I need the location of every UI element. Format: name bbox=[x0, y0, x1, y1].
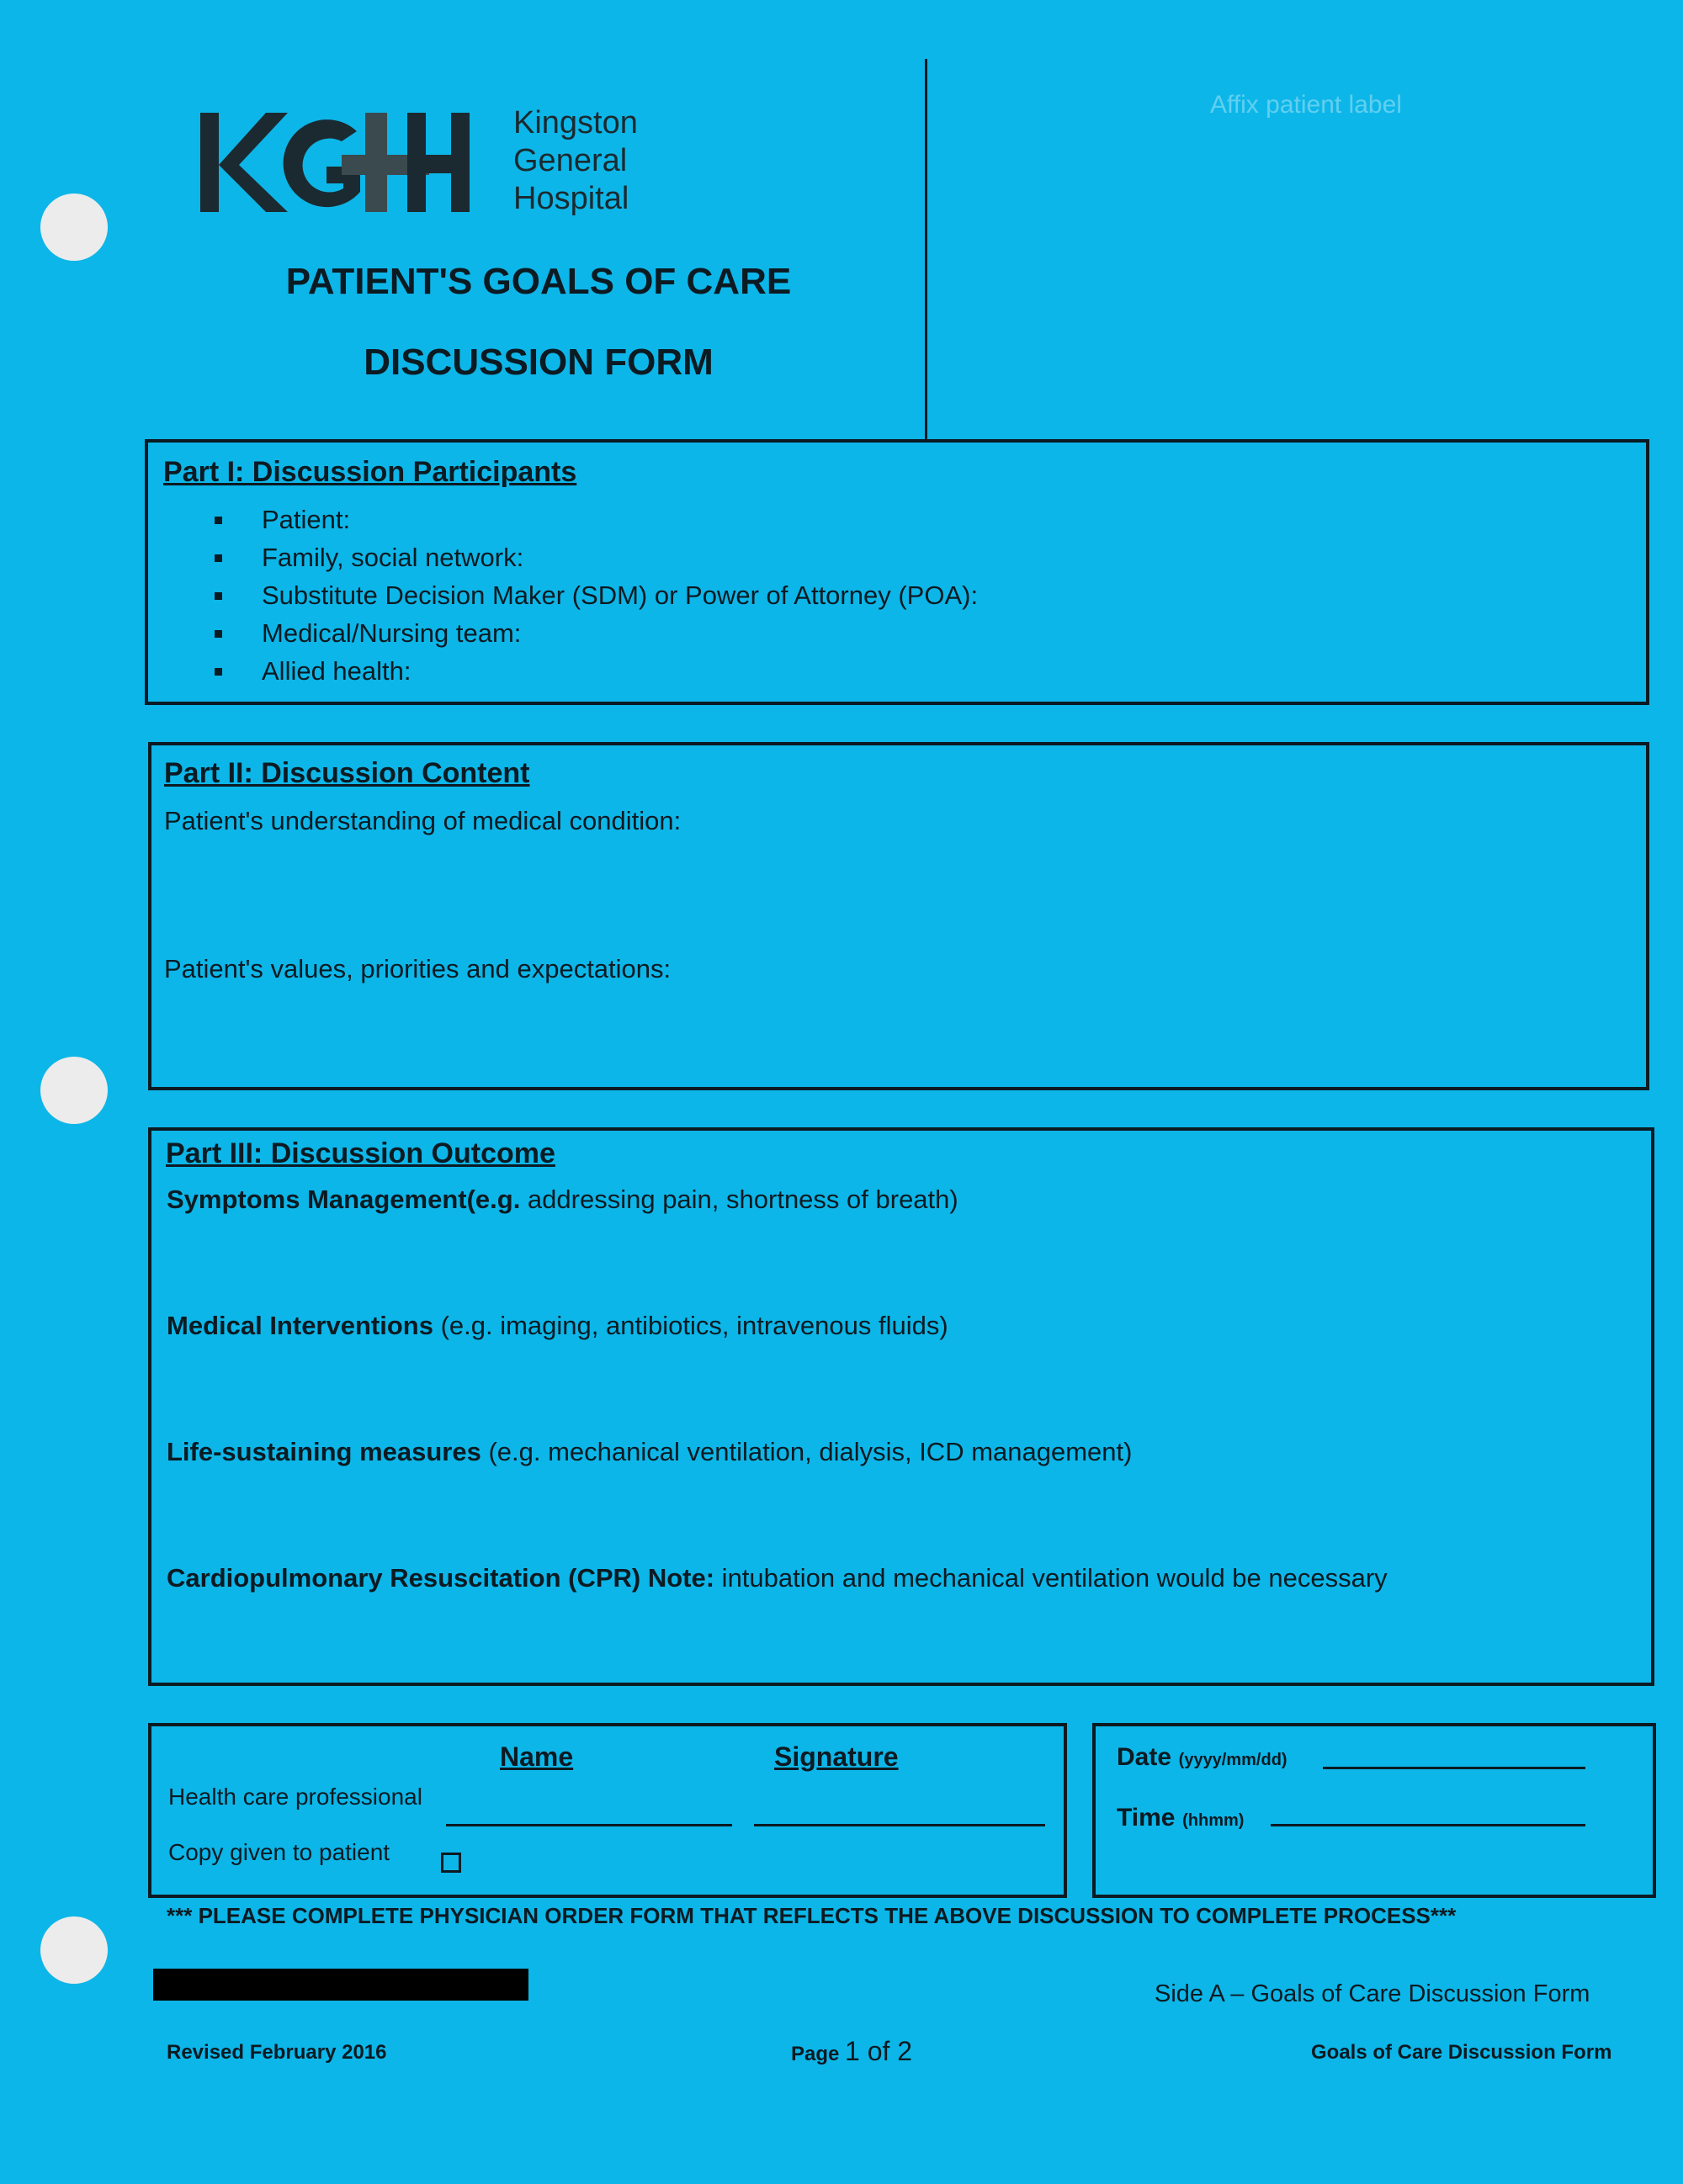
hcp-signature-field[interactable] bbox=[754, 1824, 1045, 1826]
form-title-line1: PATIENT'S GOALS OF CARE bbox=[285, 261, 792, 302]
bullet-icon bbox=[215, 517, 222, 524]
time-format: (hhmm) bbox=[1182, 1811, 1245, 1830]
outcome-label: Life-sustaining measures bbox=[167, 1437, 481, 1466]
understanding-prompt: Patient's understanding of medical condition: bbox=[164, 806, 682, 835]
hospital-name-line: Kingston bbox=[513, 105, 638, 140]
hospital-name-line: Hospital bbox=[513, 181, 629, 216]
form-title-line2: DISCUSSION FORM bbox=[364, 342, 714, 383]
part2-heading: Part II: Discussion Content bbox=[164, 757, 530, 789]
outcome-detail: intubation and mechanical ventilation would be necessary bbox=[714, 1563, 1388, 1593]
outcome-medical-interventions bbox=[167, 1311, 948, 1341]
binder-hole-bottom bbox=[40, 1916, 108, 1984]
outcome-label: Medical Interventions bbox=[167, 1311, 433, 1340]
bullet-icon bbox=[215, 668, 222, 676]
redaction-bar bbox=[153, 1969, 528, 2001]
binder-hole-middle bbox=[40, 1057, 108, 1124]
date-label: Date bbox=[1117, 1743, 1172, 1771]
participant-patient: Patient: bbox=[262, 505, 351, 534]
time-field[interactable] bbox=[1271, 1824, 1585, 1826]
outcome-cpr bbox=[167, 1563, 1388, 1593]
outcome-label: Cardiopulmonary Resuscitation (CPR) Note: bbox=[167, 1563, 715, 1593]
page-number bbox=[791, 2036, 912, 2067]
page-prefix: Page bbox=[791, 2043, 846, 2065]
hcp-label: Health care professional bbox=[168, 1784, 422, 1810]
hospital-name bbox=[513, 104, 638, 218]
bullet-icon bbox=[215, 592, 222, 600]
signature-column-label: Signature bbox=[774, 1741, 899, 1772]
bullet-icon bbox=[215, 554, 222, 562]
form-name-footer: Goals of Care Discussion Form bbox=[1311, 2041, 1612, 2064]
outcome-detail: (e.g. imaging, antibiotics, intravenous fluids) bbox=[433, 1311, 948, 1340]
binder-hole-top bbox=[40, 193, 108, 261]
bullet-icon bbox=[215, 630, 222, 638]
participant-sdm-poa: Substitute Decision Maker (SDM) or Power of Attorney (POA): bbox=[262, 580, 979, 610]
date-field[interactable] bbox=[1323, 1767, 1585, 1769]
outcome-symptoms bbox=[167, 1185, 958, 1215]
hcp-name-field[interactable] bbox=[446, 1824, 732, 1826]
participant-allied-health: Allied health: bbox=[262, 656, 411, 686]
side-label: Side A – Goals of Care Discussion Form bbox=[1155, 1980, 1590, 2007]
date-row bbox=[1117, 1741, 1287, 1772]
outcome-detail: addressing pain, shortness of breath) bbox=[520, 1185, 958, 1214]
affix-patient-label: Affix patient label bbox=[1210, 91, 1402, 119]
values-prompt: Patient's values, priorities and expectations: bbox=[164, 954, 672, 983]
participant-medical-nursing: Medical/Nursing team: bbox=[262, 618, 522, 648]
time-row bbox=[1117, 1802, 1244, 1832]
outcome-label: Symptoms Management(e.g. bbox=[167, 1185, 521, 1214]
copy-given-checkbox[interactable] bbox=[441, 1853, 461, 1873]
time-label: Time bbox=[1117, 1804, 1176, 1831]
part1-heading: Part I: Discussion Participants bbox=[163, 456, 577, 488]
participant-family: Family, social network: bbox=[262, 543, 524, 572]
kgh-logo-icon bbox=[200, 108, 470, 217]
copy-given-label: Copy given to patient bbox=[168, 1839, 390, 1865]
date-format: (yyyy/mm/dd) bbox=[1178, 1751, 1287, 1769]
completion-notice: *** PLEASE COMPLETE PHYSICIAN ORDER FORM THAT REFLECTS THE ABOVE DISCUSSION TO COMPLETE PROCESS*** bbox=[167, 1903, 1457, 1928]
revised-date: Revised February 2016 bbox=[167, 2041, 387, 2064]
signoff-box bbox=[148, 1723, 1067, 1898]
name-column-label: Name bbox=[500, 1741, 574, 1772]
hospital-name-line: General bbox=[513, 143, 628, 178]
page-count: 1 of 2 bbox=[845, 2036, 913, 2066]
outcome-detail: (e.g. mechanical ventilation, dialysis, ICD management) bbox=[480, 1437, 1133, 1466]
outcome-life-sustaining bbox=[167, 1437, 1132, 1467]
part2-box bbox=[148, 742, 1649, 1090]
part3-heading: Part III: Discussion Outcome bbox=[166, 1137, 555, 1169]
